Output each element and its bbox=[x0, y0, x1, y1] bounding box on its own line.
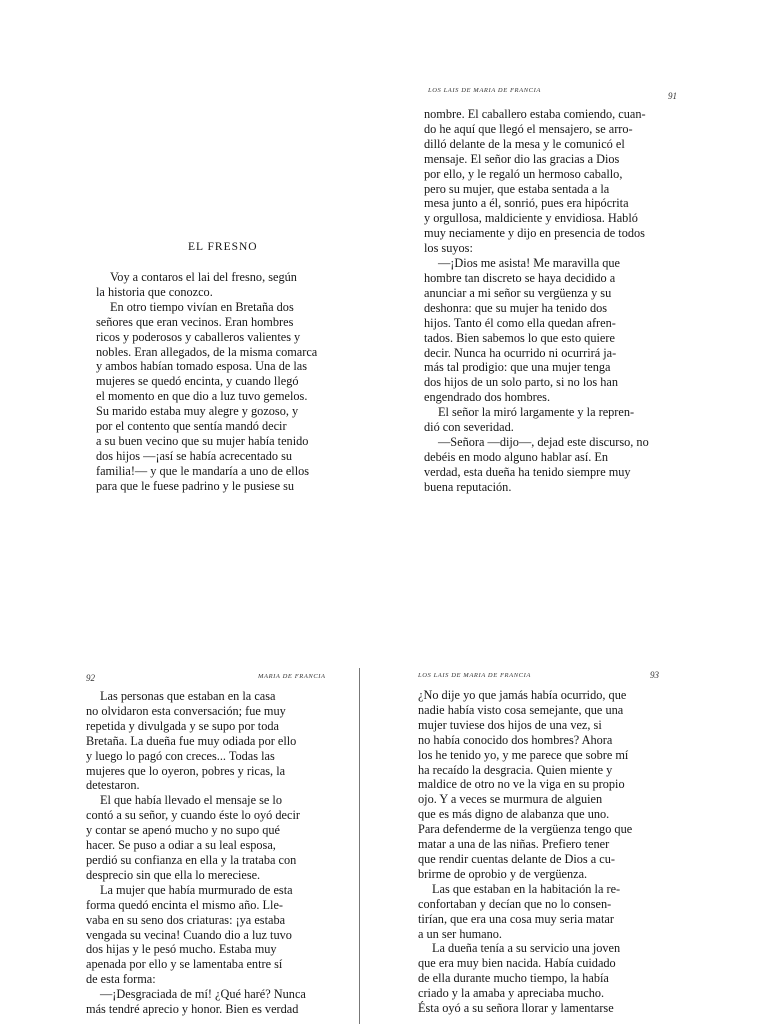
page-number: 92 bbox=[86, 673, 95, 683]
text-line: Ésta oyó a su señora llorar y lamentarse bbox=[418, 1001, 614, 1016]
text-line: más tal prodigio: que una mujer tenga bbox=[424, 360, 611, 375]
text-line: decir. Nunca ha ocurrido ni ocurrirá ja- bbox=[424, 345, 617, 360]
text-line: —¡Dios me asista! Me maravilla que bbox=[438, 256, 621, 271]
text-line: hacer. Se puso a odiar a su leal esposa, bbox=[86, 838, 276, 853]
text-line: confortaban y decían que no lo consen- bbox=[418, 896, 612, 911]
text-line: debéis en modo alguno hablar así. En bbox=[424, 449, 609, 464]
text-line: ¿No dije yo que jamás había ocurrido, que bbox=[418, 688, 627, 702]
text-line: Su marido estaba muy alegre y gozoso, y bbox=[96, 404, 299, 419]
text-line: familia!— y que le mandaría a uno de ellos bbox=[96, 463, 310, 478]
chapter-title: EL FRESNO bbox=[188, 241, 258, 253]
text-line: —Señora —dijo—, dejad este discurso, no bbox=[438, 434, 649, 449]
text-line: engendrado dos hombres. bbox=[424, 390, 551, 405]
text-line: señores que eran vecinos. Eran hombres bbox=[96, 314, 294, 329]
text-line: detestaron. bbox=[86, 778, 140, 793]
text-line: mujeres que lo oyeron, pobres y ricas, la bbox=[86, 763, 286, 778]
text-line: desprecio sin que ella lo mereciese. bbox=[86, 867, 261, 882]
text-line: Bretaña. La dueña fue muy odiada por ello bbox=[86, 733, 297, 748]
text-line: los suyos: bbox=[424, 241, 473, 256]
page-number: 93 bbox=[650, 670, 659, 680]
text-line: vengada su vecina! Cuando dio a luz tuvo bbox=[86, 927, 292, 942]
text-line: El señor la miró largamente y la repren- bbox=[438, 405, 635, 420]
text-line: de ella durante mucho tiempo, la había bbox=[418, 971, 609, 986]
page-gutter bbox=[359, 668, 360, 1024]
text-line: la historia que conozco. bbox=[96, 284, 213, 299]
text-line: matar a una de las niñas. Prefiero tener bbox=[418, 837, 610, 852]
text-line: pero su mujer, que estaba sentada a la bbox=[424, 181, 610, 196]
page-92-text bbox=[86, 689, 306, 1017]
text-line: por ello, y le regaló un hermoso caballo, bbox=[424, 166, 623, 181]
text-line: ha recaído la desgracia. Quien miente y bbox=[418, 762, 613, 777]
text-line: La mujer que había murmurado de esta bbox=[100, 882, 293, 897]
page-91-text bbox=[424, 107, 649, 495]
text-line: buena reputación. bbox=[424, 479, 512, 494]
running-header: LOS LAIS DE MARIA DE FRANCIA bbox=[428, 87, 541, 94]
text-line: do he aquí que llegó el mensajero, se arro- bbox=[424, 121, 633, 136]
text-line: verdad, esta dueña ha tenido siempre muy bbox=[424, 464, 631, 479]
text-line: forma quedó encinta el mismo año. Lle- bbox=[86, 897, 284, 912]
running-header: LOS LAIS DE MARIA DE FRANCIA bbox=[418, 672, 531, 679]
text-line: que era muy bien nacida. Había cuidado bbox=[418, 956, 616, 971]
text-line: no olvidaron esta conversación; fue muy bbox=[86, 703, 286, 718]
text-line: La dueña tenía a su servicio una joven bbox=[432, 941, 621, 956]
text-line: Para defenderme de la vergüenza tengo que bbox=[418, 822, 633, 837]
text-line: Voy a contaros el lai del fresno, según bbox=[110, 270, 297, 284]
page-90-text bbox=[96, 270, 317, 494]
text-line: de esta forma: bbox=[86, 972, 156, 987]
page-number: 91 bbox=[668, 91, 677, 101]
text-line: dos hijos —¡así se había acrecentado su bbox=[96, 448, 293, 463]
text-line: repetida y divulgada y se supo por toda bbox=[86, 718, 279, 733]
text-line: —¡Desgraciada de mí! ¿Qué haré? Nunca bbox=[100, 987, 306, 1002]
text-line: vaba en su seno dos criaturas: ¡ya estaba bbox=[86, 912, 286, 927]
text-line: perdió su confianza en ella y la trataba con bbox=[86, 852, 297, 867]
text-line: y orgullosa, maldiciente y envidiosa. Habló bbox=[424, 211, 638, 226]
text-line: mesa junto a él, sonrió, pues era hipócrita bbox=[424, 196, 629, 211]
text-line: que es más digno de alabanza que uno. bbox=[418, 807, 610, 822]
text-line: hijos. Tanto él como ella quedan afren- bbox=[424, 315, 616, 330]
text-line: mujeres se quedó encinta, y cuando llegó bbox=[96, 374, 299, 389]
text-line: maldice de otro no ve la viga en su propio bbox=[418, 777, 625, 792]
text-line: ricos y poderosos y caballeros valientes y bbox=[96, 329, 301, 344]
text-line: nobles. Eran allegados, de la misma comarca bbox=[96, 344, 318, 359]
text-line: hombre tan discreto se haya decidido a bbox=[424, 270, 616, 285]
text-line: y luego lo pagó con creces... Todas las bbox=[86, 748, 275, 763]
text-line: apenada por ello y se lamentaba entre sí bbox=[86, 957, 283, 972]
text-line: no había conocido dos hombres? Ahora bbox=[418, 732, 613, 747]
text-line: dió con severidad. bbox=[424, 420, 514, 435]
text-line: más tendré aprecio y honor. Bien es verdad bbox=[86, 1002, 299, 1017]
text-line: En otro tiempo vivían en Bretaña dos bbox=[110, 299, 294, 314]
text-line: a su buen vecino que su mujer había tenido bbox=[96, 433, 309, 448]
text-line: dilló delante de la mesa y le comunicó el bbox=[424, 136, 625, 151]
text-line: criado y la amaba y apreciaba mucho. bbox=[418, 986, 605, 1001]
text-line: a un ser humano. bbox=[418, 926, 503, 941]
running-header: MARIA DE FRANCIA bbox=[258, 673, 326, 680]
text-line: deshonra: que su mujer ha tenido dos bbox=[424, 300, 608, 315]
text-line: El que había llevado el mensaje se lo bbox=[100, 793, 282, 808]
text-line: para que le fuese padrino y le pusiese su bbox=[96, 478, 295, 493]
text-line: el momento en que dio a luz tuvo gemelos. bbox=[96, 389, 308, 404]
page-93-text bbox=[418, 688, 632, 1016]
text-line: mensaje. El señor dio las gracias a Dios bbox=[424, 151, 620, 166]
text-line: los he tenido yo, y me parece que sobre mí bbox=[418, 747, 629, 762]
text-line: tirían, que era una cosa muy seria matar bbox=[418, 911, 614, 926]
text-line: contó a su señor, y cuando éste lo oyó decir bbox=[86, 808, 300, 823]
text-line: brirme de oprobio y de vergüenza. bbox=[418, 866, 588, 881]
text-line: nadie había visto cosa semejante, que una bbox=[418, 702, 624, 717]
text-line: anunciar a mi señor su vergüenza y su bbox=[424, 285, 612, 300]
text-line: mujer tuviese dos hijos de una vez, si bbox=[418, 717, 602, 732]
text-line: y contar se apenó mucho y no supo qué bbox=[86, 823, 280, 838]
text-line: dos hijas y le pesó mucho. Estaba muy bbox=[86, 942, 277, 957]
text-line: y ambos habían tomado esposa. Una de las bbox=[96, 359, 308, 374]
text-line: que rendir cuentas delante de Dios a cu- bbox=[418, 851, 616, 866]
text-line: Las que estaban en la habitación la re- bbox=[432, 881, 621, 896]
text-line: Las personas que estaban en la casa bbox=[100, 689, 276, 703]
text-line: nombre. El caballero estaba comiendo, cuan- bbox=[424, 107, 646, 121]
text-line: por el contento que sentía mandó decir bbox=[96, 419, 287, 434]
text-line: tados. Bien sabemos lo que esto quiere bbox=[424, 330, 615, 345]
text-line: ojo. Y a veces se murmura de alguien bbox=[418, 792, 603, 807]
text-line: dos hijos de un solo parto, si no los han bbox=[424, 375, 619, 390]
text-line: muy neciamente y dijo en presencia de todos bbox=[424, 226, 645, 241]
